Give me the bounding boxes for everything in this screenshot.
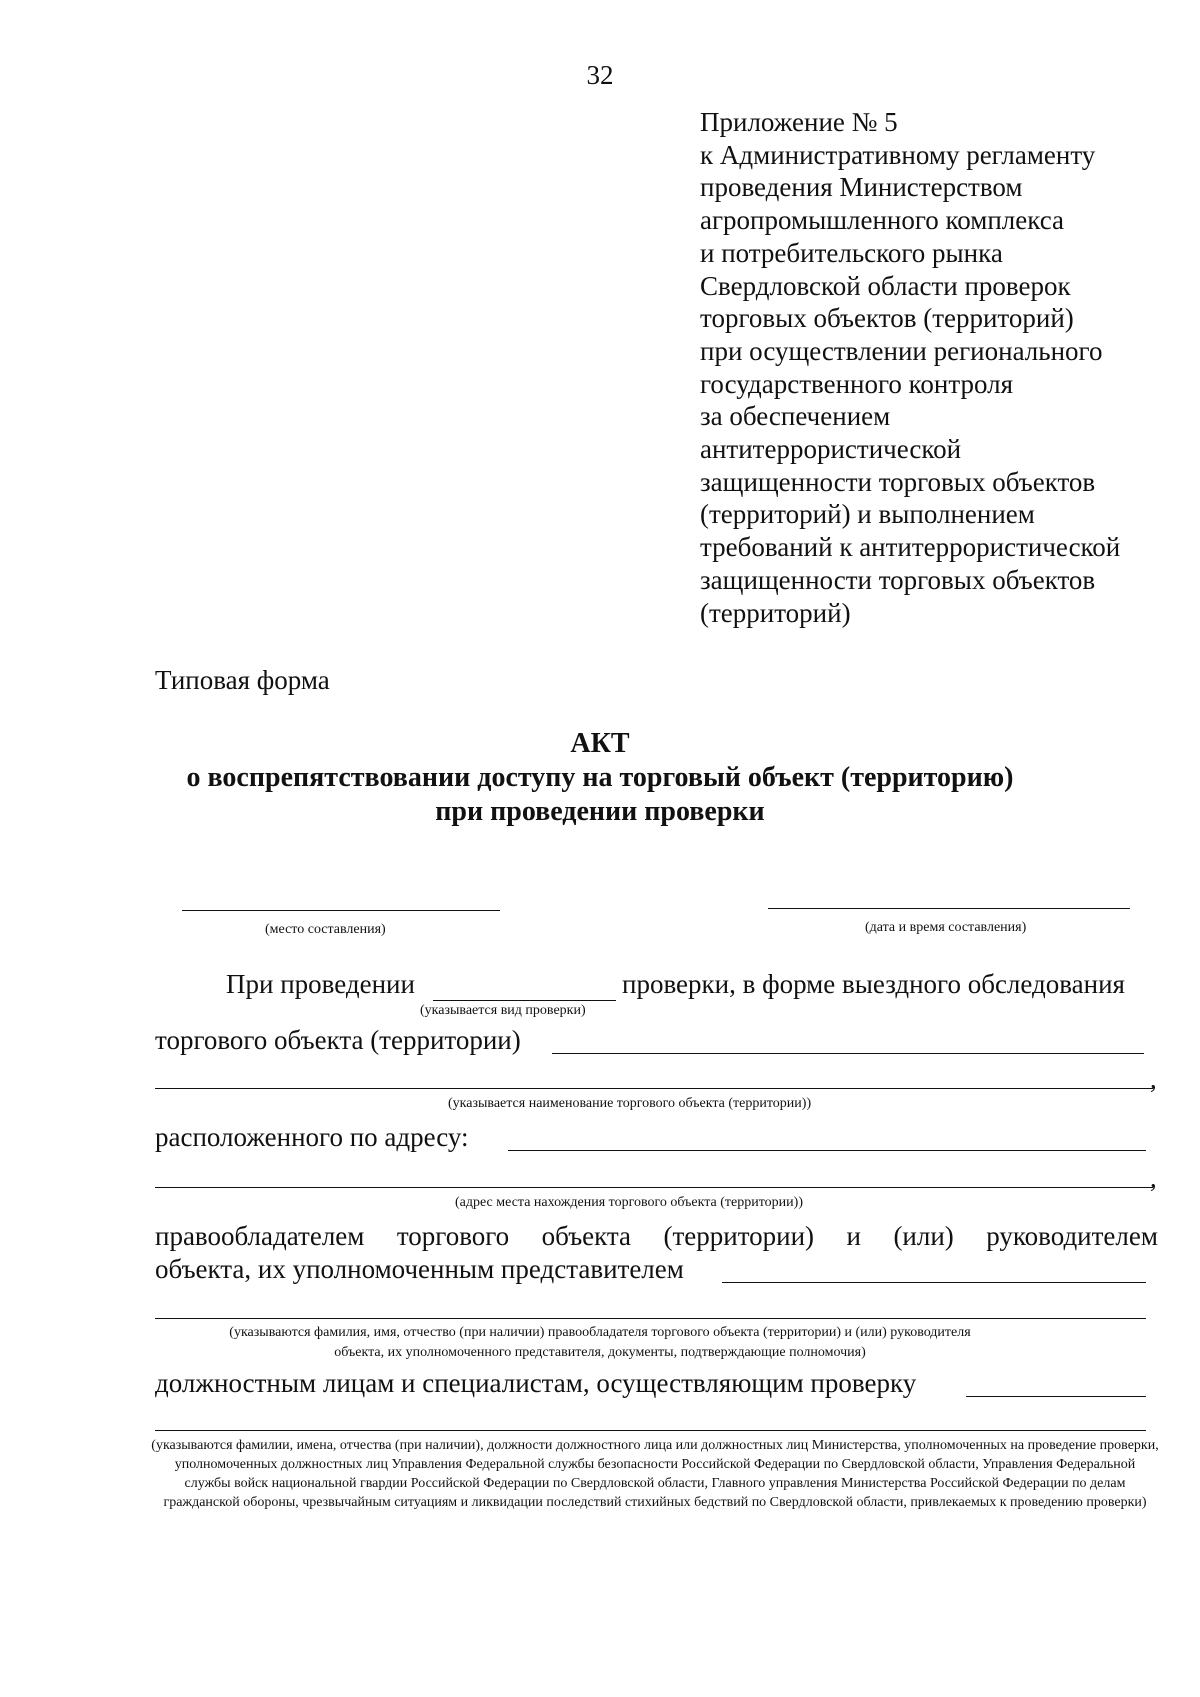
appendix-line: проведения Министерством	[700, 172, 1023, 203]
address-field-line-2[interactable]	[155, 1187, 1153, 1188]
address-field-line[interactable]	[508, 1150, 1146, 1151]
object-label: торгового объекта (территории)	[155, 1025, 521, 1055]
owner-word: объекта	[541, 1221, 632, 1251]
comma-mark-2: ,	[1150, 1163, 1157, 1193]
place-field-line[interactable]	[182, 910, 500, 911]
owner-word: руководителем	[986, 1221, 1158, 1251]
owner-field-line-2[interactable]	[155, 1318, 1146, 1319]
object-name-field-line[interactable]	[552, 1053, 1144, 1054]
appendix-line: Свердловской области проверок	[700, 270, 1071, 301]
appendix-line: и потребительского рынка	[700, 237, 1003, 268]
officials-label: должностным лицам и специалистам, осуществляющим проверку	[155, 1368, 917, 1398]
appendix-line: антитеррористической	[700, 434, 962, 465]
act-subtitle-line2: при проведении проверки	[435, 796, 765, 827]
owner-word: (территории)	[663, 1221, 815, 1251]
owner-word: и	[846, 1221, 861, 1251]
appendix-block	[700, 106, 1180, 629]
act-subtitle: о воспрепятствовании доступу на торговый объект (территорию)	[186, 762, 1014, 793]
officials-caption: (указываются фамилии, имена, отчества (при наличии), должности должностного лица или должностных лиц Министерства, уполномоченных на проведение проверки, уполномоченных должностных лиц Управления Федеральной службы безопасности Российской Федерации по Свердловской области, Управления Федеральной службы войск национальной гвардии Российской Федерации по Свердловской области, Главного управления Министерства Российской Федерации по делам гражданской обороны, чрезвычайным ситуациям и ликвидации последствий стихийных бедствий по Свердловской области, привлекаемых к проведению проверки)	[151, 1438, 1159, 1510]
owner-field-line[interactable]	[722, 1282, 1146, 1283]
object-name-field-line-2[interactable]	[155, 1088, 1153, 1089]
owner-caption: (указываются фамилия, имя, отчество (при наличии) правообладателя торгового объекта (территории) и (или) руководителя	[229, 1325, 971, 1340]
check-form-text: проверки, в форме выездного обследования	[622, 969, 1125, 999]
appendix-line: агропромышленного комплекса	[700, 205, 1064, 236]
check-intro-text: При проведении	[226, 969, 415, 999]
appendix-line: при осуществлении регионального	[700, 335, 1103, 366]
address-caption: (адрес места нахождения торгового объекта (территории))	[455, 1195, 803, 1210]
act-title: АКТ	[570, 728, 630, 759]
appendix-line: государственного контроля	[700, 368, 1013, 399]
owner-caption-2: объекта, их уполномоченного представителя, документы, подтверждающие полномочия)	[334, 1345, 866, 1360]
owner-text-line2: объекта, их уполномоченным представителем	[155, 1254, 684, 1284]
owner-word: торгового	[396, 1221, 510, 1251]
comma-mark: ,	[1150, 1064, 1157, 1094]
owner-word: правообладателем	[155, 1221, 365, 1251]
officials-field-line-2[interactable]	[155, 1430, 1146, 1431]
appendix-line: (территорий)	[700, 597, 851, 628]
address-label: расположенного по адресу:	[155, 1122, 469, 1152]
object-name-caption: (указывается наименование торгового объекта (территории))	[448, 1096, 812, 1111]
appendix-line: торговых объектов (территорий)	[700, 303, 1074, 334]
datetime-field-line[interactable]	[768, 908, 1130, 909]
appendix-line: защищенности торговых объектов	[700, 564, 1096, 595]
place-caption: (место составления)	[265, 922, 386, 937]
appendix-line: к Административному регламенту	[700, 139, 1096, 170]
owner-text-line1	[155, 1221, 1158, 1252]
officials-field-line[interactable]	[966, 1396, 1146, 1397]
page-number: 32	[586, 60, 614, 90]
appendix-line: (территорий) и выполнением	[700, 499, 1035, 530]
datetime-caption: (дата и время составления)	[865, 920, 1027, 935]
appendix-line: Приложение № 5	[700, 107, 898, 137]
owner-word: (или)	[893, 1221, 954, 1251]
form-type-label: Типовая форма	[155, 665, 330, 695]
appendix-line: требований к антитеррористической	[700, 532, 1121, 563]
appendix-line: защищенности торговых объектов	[700, 466, 1096, 497]
appendix-line: за обеспечением	[700, 401, 891, 432]
check-type-caption: (указывается вид проверки)	[420, 1003, 586, 1018]
